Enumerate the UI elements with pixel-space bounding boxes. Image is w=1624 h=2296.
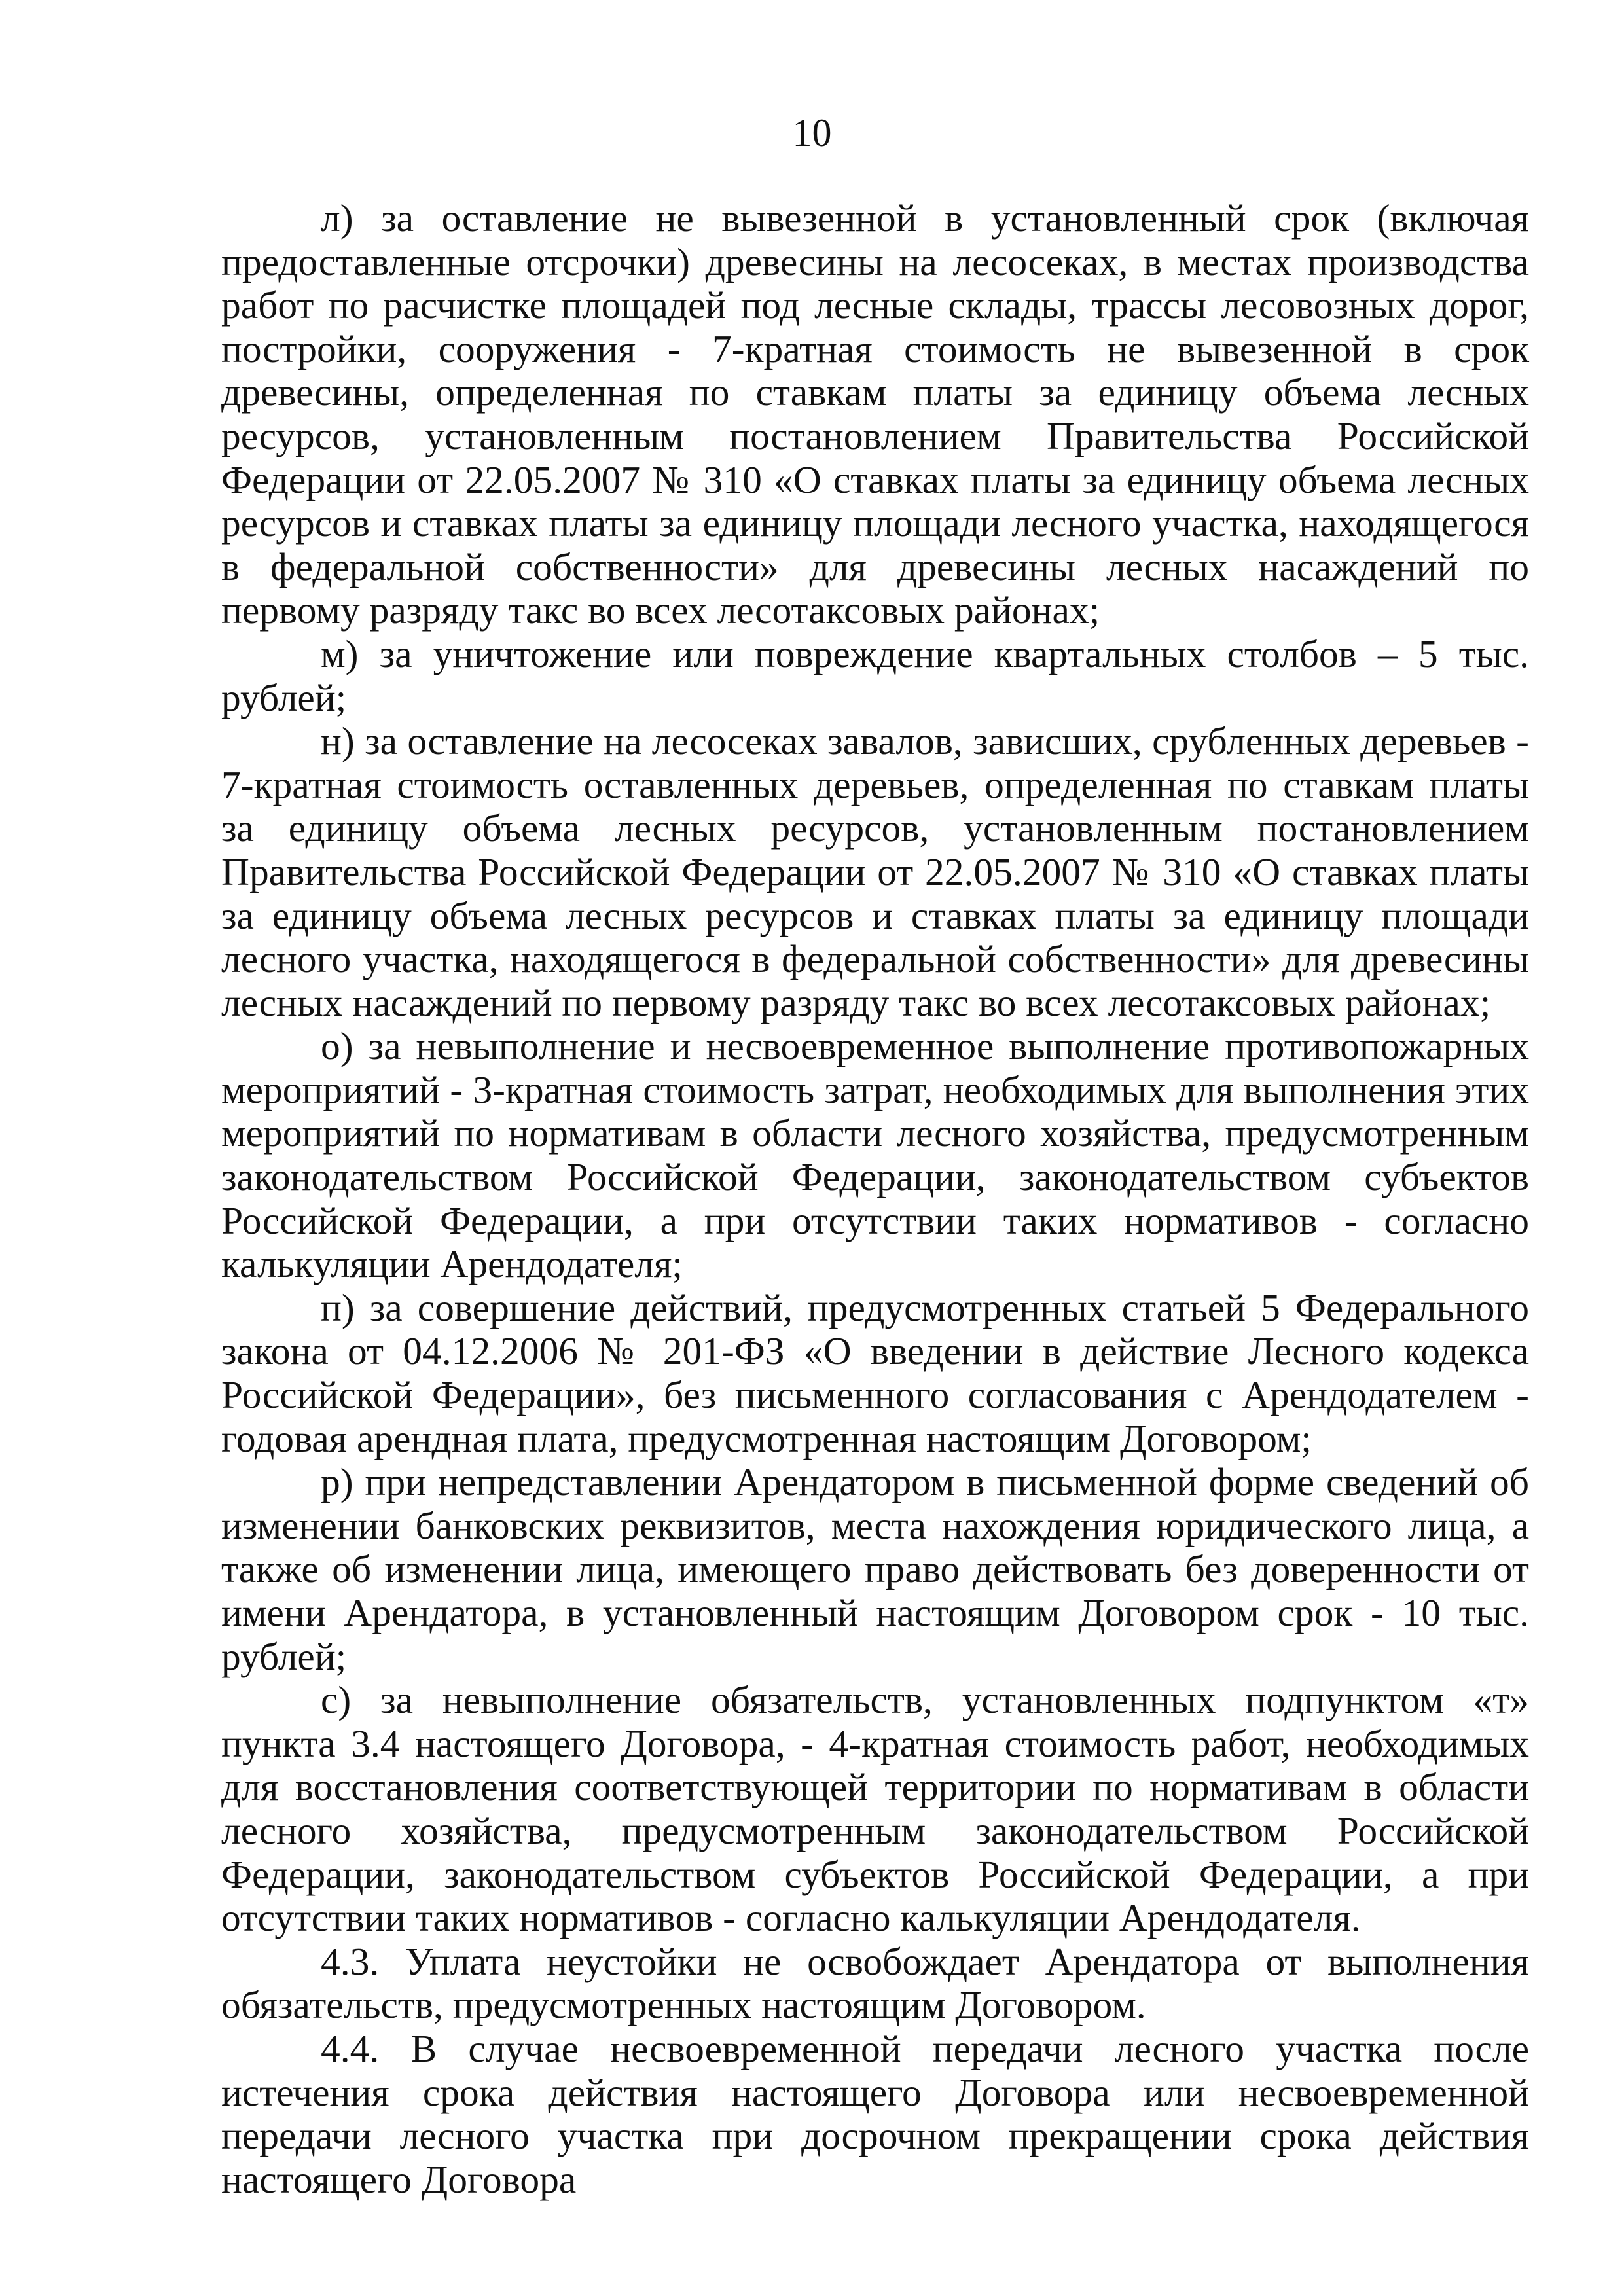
paragraph-4-4-late-transfer: 4.4. В случае несвоевременной передачи лесного участка после истечения срока действия настоящего Договора или несвоевременной передачи лесного участка при досрочном прекращении срока действия настоящего Договора: [221, 2026, 1529, 2201]
paragraph-n-windfall-trees: н) за оставление на лесосеках завалов, зависших, срубленных деревьев - 7-кратная стоимость оставленных деревьев, определенная по ставкам платы за единицу объема лесных ресурсов, установленным постановлением Правительства Российской Федерации от 22.05.2007 № 310 «О ставках платы за единицу объема лесных ресурсов и ставках платы за единицу площади лесного участка, находящегося в федеральной собственности» для древесины лесных насаждений по первому разряду такс во всех лесотаксовых районах;: [221, 719, 1529, 1024]
paragraph-o-fire-prevention: о) за невыполнение и несвоевременное выполнение противопожарных мероприятий - 3-кратная стоимость затрат, необходимых для выполнения этих мероприятий по нормативам в области лесного хозяйства, предусмотренным законодательством Российской Федерации, законодательством субъектов Российской Федерации, а при отсутствии таких нормативов - согласно калькуляции Арендодателя;: [221, 1024, 1529, 1286]
paragraph-4-3-penalty-payment: 4.3. Уплата неустойки не освобождает Арендатора от выполнения обязательств, предусмотренных настоящим Договором.: [221, 1939, 1529, 2027]
paragraph-l-unremoved-timber: л) за оставление не вывезенной в установленный срок (включая предоставленные отсрочки) древесины на лесосеках, в местах производства работ по расчистке площадей под лесные склады, трассы лесовозных дорог, постройки, сооружения - 7-кратная стоимость не вывезенной в срок древесины, определенная по ставкам платы за единицу объема лесных ресурсов, установленным постановлением Правительства Российской Федерации от 22.05.2007 № 310 «О ставках платы за единицу объема лесных ресурсов и ставках платы за единицу площади лесного участка, находящегося в федеральной собственности» для древесины лесных насаждений по первому разряду такс во всех лесотаксовых районах;: [221, 196, 1529, 632]
document-body: [221, 196, 1529, 2201]
paragraph-m-quarter-posts: м) за уничтожение или повреждение квартальных столбов – 5 тыс. рублей;: [221, 632, 1529, 719]
page-number: 10: [792, 111, 832, 154]
paragraph-s-territory-restoration: с) за невыполнение обязательств, установленных подпунктом «т» пункта 3.4 настоящего Договора, - 4-кратная стоимость работ, необходимых для восстановления соответствующей территории по нормативам в области лесного хозяйства, предусмотренным законодательством Российской Федерации, законодательством субъектов Российской Федерации, а при отсутствии таких нормативов - согласно калькуляции Арендодателя.: [221, 1678, 1529, 1940]
paragraph-p-article-5-actions: п) за совершение действий, предусмотренных статьей 5 Федерального закона от 04.12.2006 № 201-ФЗ «О введении в действие Лесного кодекса Российской Федерации», без письменного согласования с Арендодателем - годовая арендная плата, предусмотренная настоящим Договором;: [221, 1285, 1529, 1460]
paragraph-r-bank-details: р) при непредставлении Арендатором в письменной форме сведений об изменении банковских реквизитов, места нахождения юридического лица, а также об изменении лица, имеющего право действовать без доверенности от имени Арендатора, в установленный настоящим Договором срок - 10 тыс. рублей;: [221, 1460, 1529, 1678]
